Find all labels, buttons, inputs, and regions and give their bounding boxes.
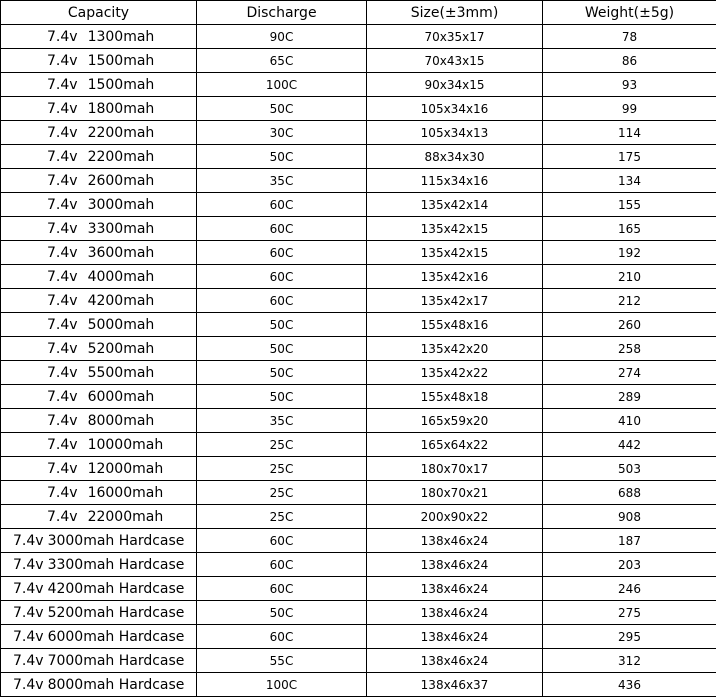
capacity-cell bbox=[1, 553, 197, 577]
table-row bbox=[1, 529, 716, 553]
capacity-value: 7000mah Hardcase bbox=[48, 653, 185, 669]
table-row bbox=[1, 625, 716, 649]
discharge-cell: 60C bbox=[197, 217, 367, 241]
weight-cell: 442 bbox=[543, 433, 716, 457]
size-cell: 138x46x37 bbox=[367, 673, 543, 697]
discharge-cell: 100C bbox=[197, 73, 367, 97]
header-size: Size(±3mm) bbox=[367, 1, 543, 25]
capacity-cell bbox=[1, 481, 197, 505]
capacity-value: 3300mah Hardcase bbox=[48, 557, 185, 573]
weight-cell: 246 bbox=[543, 577, 716, 601]
capacity-cell bbox=[1, 649, 197, 673]
capacity-cell bbox=[1, 601, 197, 625]
capacity-value: 12000mah bbox=[88, 461, 164, 477]
discharge-cell: 90C bbox=[197, 25, 367, 49]
capacity-value: 1500mah bbox=[88, 77, 155, 93]
table-row bbox=[1, 361, 716, 385]
size-cell: 135x42x17 bbox=[367, 289, 543, 313]
capacity-cell bbox=[1, 529, 197, 553]
discharge-cell: 50C bbox=[197, 145, 367, 169]
weight-cell: 134 bbox=[543, 169, 716, 193]
voltage-value: 7.4v bbox=[47, 245, 78, 261]
capacity-value: 3000mah bbox=[88, 197, 155, 213]
weight-cell: 78 bbox=[543, 25, 716, 49]
capacity-value: 1800mah bbox=[88, 101, 155, 117]
voltage-value: 7.4v bbox=[47, 77, 78, 93]
size-cell: 105x34x13 bbox=[367, 121, 543, 145]
table-row bbox=[1, 481, 716, 505]
capacity-cell bbox=[1, 673, 197, 697]
size-cell: 155x48x18 bbox=[367, 385, 543, 409]
size-cell: 138x46x24 bbox=[367, 601, 543, 625]
capacity-value: 8000mah Hardcase bbox=[48, 677, 185, 693]
size-cell: 135x42x15 bbox=[367, 241, 543, 265]
size-cell: 200x90x22 bbox=[367, 505, 543, 529]
weight-cell: 155 bbox=[543, 193, 716, 217]
capacity-value: 16000mah bbox=[88, 485, 164, 501]
discharge-cell: 35C bbox=[197, 169, 367, 193]
capacity-value: 6000mah Hardcase bbox=[48, 629, 185, 645]
discharge-cell: 100C bbox=[197, 673, 367, 697]
size-cell: 135x42x20 bbox=[367, 337, 543, 361]
table-row bbox=[1, 169, 716, 193]
weight-cell: 410 bbox=[543, 409, 716, 433]
size-cell: 138x46x24 bbox=[367, 529, 543, 553]
table-row bbox=[1, 25, 716, 49]
size-cell: 155x48x16 bbox=[367, 313, 543, 337]
voltage-value: 7.4v bbox=[13, 653, 44, 669]
voltage-value: 7.4v bbox=[13, 677, 44, 693]
size-cell: 138x46x24 bbox=[367, 577, 543, 601]
table-row bbox=[1, 145, 716, 169]
weight-cell: 289 bbox=[543, 385, 716, 409]
size-cell: 135x42x14 bbox=[367, 193, 543, 217]
weight-cell: 210 bbox=[543, 265, 716, 289]
discharge-cell: 30C bbox=[197, 121, 367, 145]
table-row bbox=[1, 337, 716, 361]
voltage-value: 7.4v bbox=[47, 509, 78, 525]
discharge-cell: 50C bbox=[197, 601, 367, 625]
voltage-value: 7.4v bbox=[47, 101, 78, 117]
capacity-cell bbox=[1, 265, 197, 289]
voltage-value: 7.4v bbox=[47, 365, 78, 381]
capacity-cell bbox=[1, 337, 197, 361]
capacity-cell bbox=[1, 97, 197, 121]
discharge-cell: 25C bbox=[197, 505, 367, 529]
weight-cell: 260 bbox=[543, 313, 716, 337]
discharge-cell: 25C bbox=[197, 433, 367, 457]
voltage-value: 7.4v bbox=[13, 581, 44, 597]
voltage-value: 7.4v bbox=[47, 341, 78, 357]
table-row bbox=[1, 649, 716, 673]
table-row bbox=[1, 313, 716, 337]
discharge-cell: 50C bbox=[197, 385, 367, 409]
capacity-cell bbox=[1, 193, 197, 217]
size-cell: 88x34x30 bbox=[367, 145, 543, 169]
discharge-cell: 60C bbox=[197, 625, 367, 649]
voltage-value: 7.4v bbox=[47, 149, 78, 165]
capacity-value: 5200mah bbox=[88, 341, 155, 357]
capacity-cell bbox=[1, 121, 197, 145]
size-cell: 105x34x16 bbox=[367, 97, 543, 121]
discharge-cell: 25C bbox=[197, 457, 367, 481]
capacity-value: 8000mah bbox=[88, 413, 155, 429]
weight-cell: 187 bbox=[543, 529, 716, 553]
discharge-cell: 50C bbox=[197, 337, 367, 361]
size-cell: 90x34x15 bbox=[367, 73, 543, 97]
size-cell: 135x42x16 bbox=[367, 265, 543, 289]
voltage-value: 7.4v bbox=[13, 533, 44, 549]
voltage-value: 7.4v bbox=[47, 389, 78, 405]
header-discharge: Discharge bbox=[197, 1, 367, 25]
capacity-cell bbox=[1, 457, 197, 481]
discharge-cell: 60C bbox=[197, 265, 367, 289]
table-row bbox=[1, 49, 716, 73]
table-row bbox=[1, 265, 716, 289]
table-row bbox=[1, 433, 716, 457]
capacity-value: 2200mah bbox=[88, 125, 155, 141]
capacity-value: 5500mah bbox=[88, 365, 155, 381]
capacity-value: 3000mah Hardcase bbox=[48, 533, 185, 549]
table-row bbox=[1, 193, 716, 217]
voltage-value: 7.4v bbox=[47, 197, 78, 213]
voltage-value: 7.4v bbox=[47, 485, 78, 501]
discharge-cell: 60C bbox=[197, 577, 367, 601]
table-row bbox=[1, 577, 716, 601]
capacity-cell bbox=[1, 145, 197, 169]
table-row bbox=[1, 385, 716, 409]
table-row bbox=[1, 241, 716, 265]
discharge-cell: 50C bbox=[197, 361, 367, 385]
size-cell: 70x43x15 bbox=[367, 49, 543, 73]
capacity-value: 4200mah Hardcase bbox=[48, 581, 185, 597]
voltage-value: 7.4v bbox=[47, 413, 78, 429]
weight-cell: 688 bbox=[543, 481, 716, 505]
header-row bbox=[1, 1, 716, 25]
discharge-cell: 25C bbox=[197, 481, 367, 505]
capacity-cell bbox=[1, 505, 197, 529]
capacity-cell bbox=[1, 25, 197, 49]
weight-cell: 312 bbox=[543, 649, 716, 673]
voltage-value: 7.4v bbox=[47, 53, 78, 69]
capacity-cell bbox=[1, 49, 197, 73]
size-cell: 138x46x24 bbox=[367, 625, 543, 649]
voltage-value: 7.4v bbox=[13, 557, 44, 573]
table-row bbox=[1, 289, 716, 313]
voltage-value: 7.4v bbox=[47, 293, 78, 309]
weight-cell: 93 bbox=[543, 73, 716, 97]
header-weight: Weight(±5g) bbox=[543, 1, 716, 25]
weight-cell: 192 bbox=[543, 241, 716, 265]
size-cell: 165x59x20 bbox=[367, 409, 543, 433]
size-cell: 135x42x15 bbox=[367, 217, 543, 241]
table-row bbox=[1, 601, 716, 625]
table-row bbox=[1, 73, 716, 97]
weight-cell: 503 bbox=[543, 457, 716, 481]
weight-cell: 436 bbox=[543, 673, 716, 697]
discharge-cell: 50C bbox=[197, 97, 367, 121]
weight-cell: 114 bbox=[543, 121, 716, 145]
discharge-cell: 60C bbox=[197, 289, 367, 313]
capacity-value: 4000mah bbox=[88, 269, 155, 285]
size-cell: 165x64x22 bbox=[367, 433, 543, 457]
capacity-cell bbox=[1, 385, 197, 409]
weight-cell: 258 bbox=[543, 337, 716, 361]
weight-cell: 908 bbox=[543, 505, 716, 529]
size-cell: 70x35x17 bbox=[367, 25, 543, 49]
table-row bbox=[1, 409, 716, 433]
capacity-value: 5200mah Hardcase bbox=[48, 605, 185, 621]
capacity-value: 10000mah bbox=[88, 437, 164, 453]
discharge-cell: 60C bbox=[197, 241, 367, 265]
table-row bbox=[1, 121, 716, 145]
weight-cell: 99 bbox=[543, 97, 716, 121]
capacity-cell bbox=[1, 73, 197, 97]
table-row bbox=[1, 673, 716, 697]
capacity-value: 2600mah bbox=[88, 173, 155, 189]
capacity-value: 3600mah bbox=[88, 245, 155, 261]
capacity-cell bbox=[1, 217, 197, 241]
discharge-cell: 60C bbox=[197, 553, 367, 577]
voltage-value: 7.4v bbox=[47, 29, 78, 45]
capacity-value: 3300mah bbox=[88, 221, 155, 237]
discharge-cell: 60C bbox=[197, 529, 367, 553]
size-cell: 135x42x22 bbox=[367, 361, 543, 385]
discharge-cell: 50C bbox=[197, 313, 367, 337]
capacity-cell bbox=[1, 361, 197, 385]
weight-cell: 212 bbox=[543, 289, 716, 313]
discharge-cell: 60C bbox=[197, 193, 367, 217]
header-capacity: Capacity bbox=[1, 1, 197, 25]
capacity-cell bbox=[1, 241, 197, 265]
voltage-value: 7.4v bbox=[47, 173, 78, 189]
weight-cell: 274 bbox=[543, 361, 716, 385]
discharge-cell: 35C bbox=[197, 409, 367, 433]
capacity-cell bbox=[1, 625, 197, 649]
capacity-cell bbox=[1, 577, 197, 601]
table-row bbox=[1, 505, 716, 529]
capacity-cell bbox=[1, 409, 197, 433]
weight-cell: 165 bbox=[543, 217, 716, 241]
weight-cell: 275 bbox=[543, 601, 716, 625]
capacity-cell bbox=[1, 433, 197, 457]
weight-cell: 175 bbox=[543, 145, 716, 169]
capacity-value: 5000mah bbox=[88, 317, 155, 333]
voltage-value: 7.4v bbox=[13, 605, 44, 621]
voltage-value: 7.4v bbox=[47, 125, 78, 141]
weight-cell: 203 bbox=[543, 553, 716, 577]
voltage-value: 7.4v bbox=[47, 317, 78, 333]
discharge-cell: 65C bbox=[197, 49, 367, 73]
table-row bbox=[1, 217, 716, 241]
size-cell: 180x70x21 bbox=[367, 481, 543, 505]
voltage-value: 7.4v bbox=[47, 269, 78, 285]
weight-cell: 86 bbox=[543, 49, 716, 73]
size-cell: 115x34x16 bbox=[367, 169, 543, 193]
capacity-value: 6000mah bbox=[88, 389, 155, 405]
size-cell: 138x46x24 bbox=[367, 553, 543, 577]
capacity-cell bbox=[1, 169, 197, 193]
size-cell: 138x46x24 bbox=[367, 649, 543, 673]
capacity-cell bbox=[1, 313, 197, 337]
table-row bbox=[1, 97, 716, 121]
capacity-value: 1300mah bbox=[88, 29, 155, 45]
capacity-value: 1500mah bbox=[88, 53, 155, 69]
size-cell: 180x70x17 bbox=[367, 457, 543, 481]
discharge-cell: 55C bbox=[197, 649, 367, 673]
capacity-value: 4200mah bbox=[88, 293, 155, 309]
capacity-value: 2200mah bbox=[88, 149, 155, 165]
voltage-value: 7.4v bbox=[47, 437, 78, 453]
table-row bbox=[1, 457, 716, 481]
voltage-value: 7.4v bbox=[47, 221, 78, 237]
weight-cell: 295 bbox=[543, 625, 716, 649]
table-row bbox=[1, 553, 716, 577]
table-body bbox=[1, 25, 716, 697]
capacity-cell bbox=[1, 289, 197, 313]
capacity-value: 22000mah bbox=[88, 509, 164, 525]
voltage-value: 7.4v bbox=[47, 461, 78, 477]
voltage-value: 7.4v bbox=[13, 629, 44, 645]
